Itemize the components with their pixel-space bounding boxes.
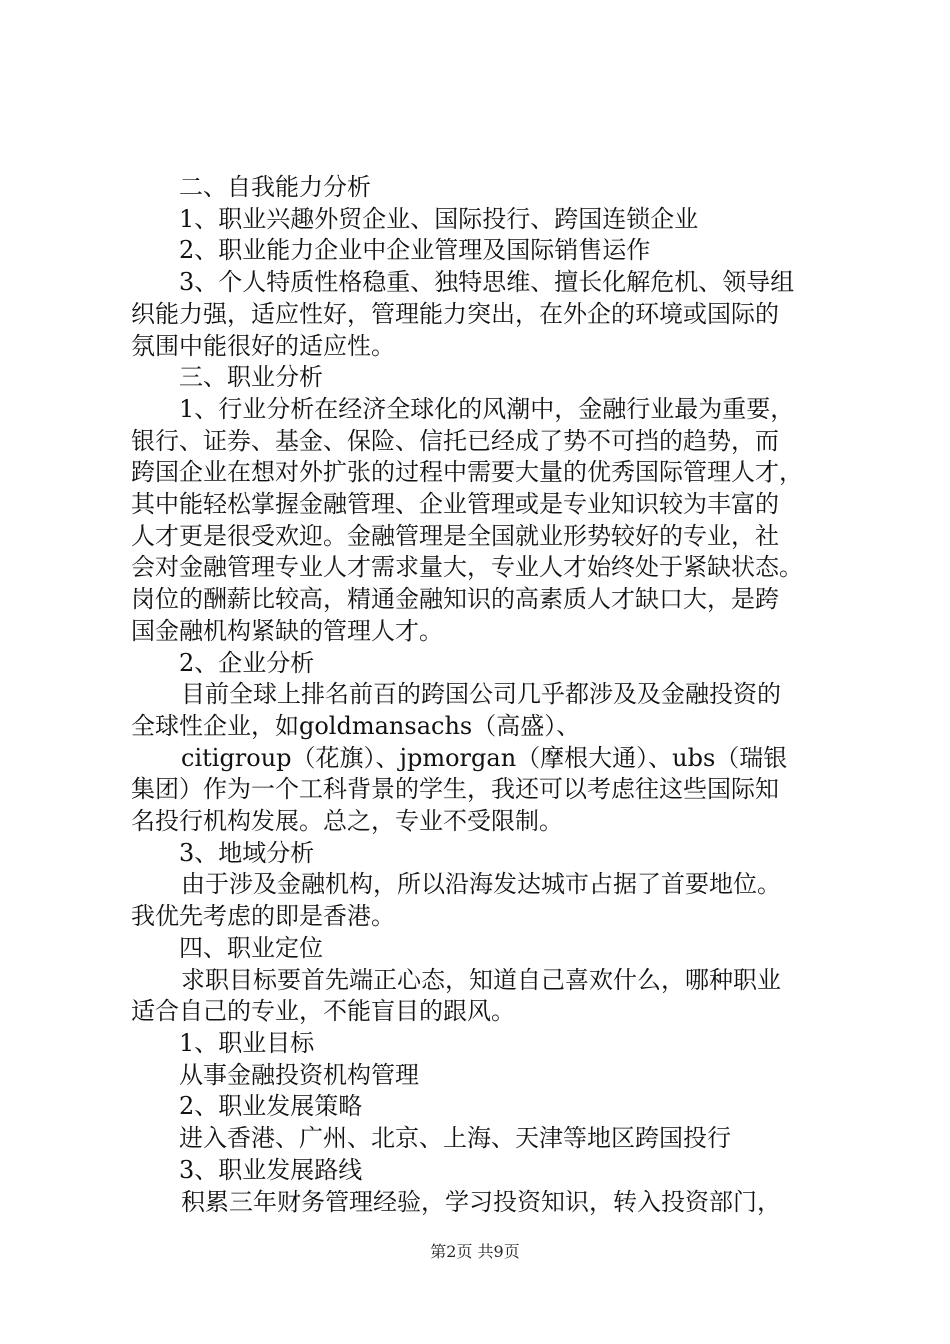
page-number-footer: 第2页 共9页 — [430, 1242, 520, 1261]
text-line: 全球性企业，如goldmansachs（高盛）、 — [131, 711, 581, 740]
text-line: 织能力强，适应性好，管理能力突出，在外企的环境或国际的 — [131, 299, 779, 328]
text-line: 积累三年财务管理经验，学习投资知识，转入投资部门， — [181, 1187, 781, 1216]
text-line: 我优先考虑的即是香港。 — [131, 902, 395, 931]
subsection-heading: 1、职业目标 — [179, 1028, 315, 1057]
subsection-heading: 3、职业发展路线 — [179, 1155, 363, 1184]
text-line: 适合自己的专业，不能盲目的跟风。 — [131, 997, 515, 1026]
text-line: 跨国企业在想对外扩张的过程中需要大量的优秀国际管理人才， — [131, 458, 803, 487]
text-line: 目前全球上排名前百的跨国公司几乎都涉及及金融投资的 — [181, 680, 781, 709]
text-line: 岗位的酬薪比较高，精通金融知识的高素质人才缺口大，是跨 — [131, 585, 779, 614]
section-heading: 三、职业分析 — [179, 363, 323, 392]
text-line: 集团）作为一个工科背景的学生，我还可以考虑往这些国际知 — [131, 775, 779, 804]
subsection-heading: 3、地域分析 — [179, 838, 315, 867]
text-line: citigroup（花旗）、jpmorgan（摩根大通）、ubs（瑞银 — [181, 743, 788, 772]
document-body — [131, 172, 836, 1218]
text-line: 2、职业能力企业中企业管理及国际销售运作 — [179, 236, 651, 265]
text-line: 进入香港、广州、北京、上海、天津等地区跨国投行 — [179, 1124, 731, 1153]
text-line: 会对金融管理专业人才需求量大，专业人才始终处于紧缺状态。 — [131, 553, 803, 582]
text-line: 求职目标要首先端正心态，知道自己喜欢什么，哪种职业 — [181, 965, 781, 994]
text-line: 银行、证券、基金、保险、信托已经成了势不可挡的趋势，而 — [131, 426, 779, 455]
text-line: 氛围中能很好的适应性。 — [131, 331, 395, 360]
text-line: 人才更是很受欢迎。金融管理是全国就业形势较好的专业，社 — [131, 521, 779, 550]
subsection-heading: 2、企业分析 — [179, 648, 315, 677]
text-line: 1、职业兴趣外贸企业、国际投行、跨国连锁企业 — [179, 204, 699, 233]
text-line: 3、个人特质性格稳重、独特思维、擅长化解危机、领导组 — [179, 268, 795, 297]
text-line: 由于涉及金融机构，所以沿海发达城市占据了首要地位。 — [181, 870, 781, 899]
text-line: 从事金融投资机构管理 — [179, 1060, 419, 1089]
section-heading: 二、自我能力分析 — [179, 173, 371, 201]
text-line: 国金融机构紧缺的管理人才。 — [131, 616, 443, 645]
text-line: 名投行机构发展。总之，专业不受限制。 — [131, 807, 563, 836]
subsection-heading: 2、职业发展策略 — [179, 1092, 363, 1121]
text-line: 其中能轻松掌握金融管理、企业管理或是专业知识较为丰富的 — [131, 490, 779, 519]
section-heading: 四、职业定位 — [179, 933, 323, 962]
text-line: 1、行业分析在经济全球化的风潮中，金融行业最为重要， — [179, 394, 795, 423]
